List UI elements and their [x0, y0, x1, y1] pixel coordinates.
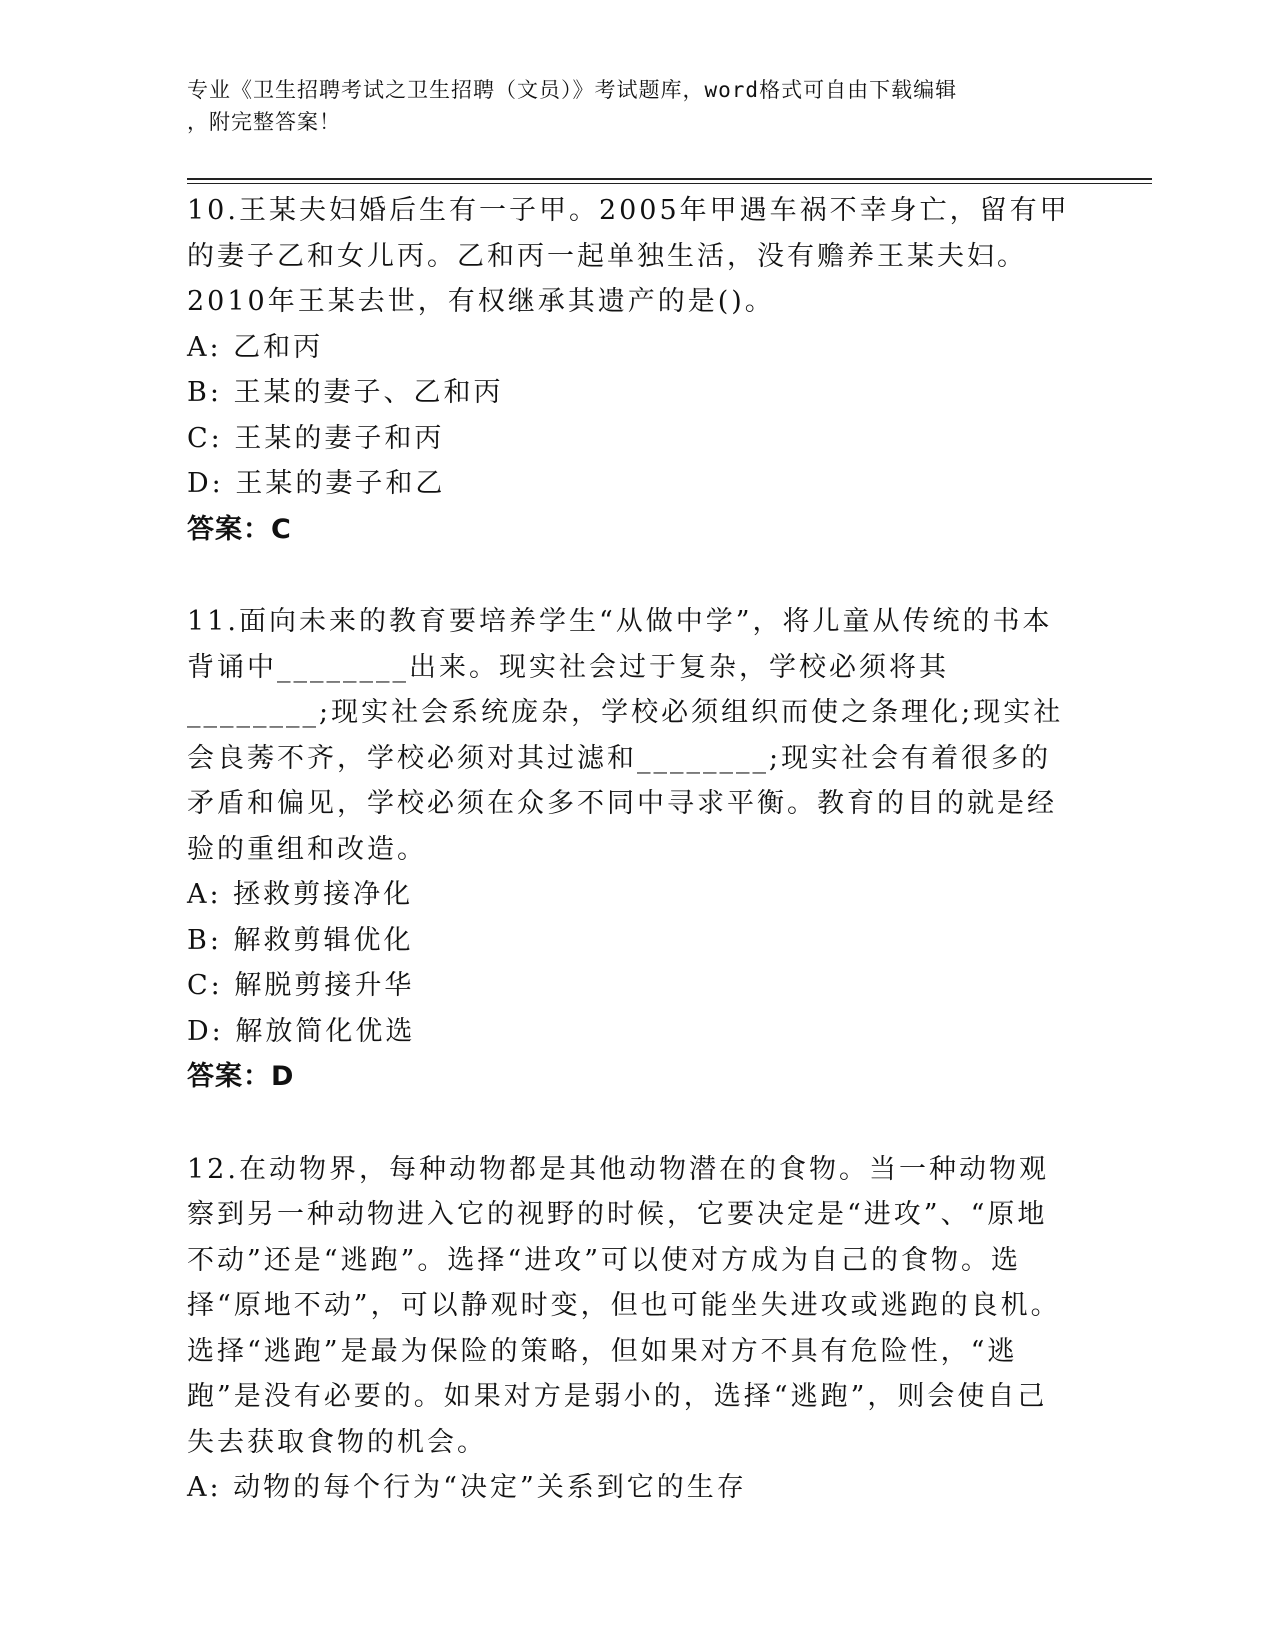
answer-label: 答案：C	[187, 513, 292, 545]
question-10	[187, 188, 1077, 552]
question-text: 10.王某夫妇婚后生有一子甲。2005年甲遇车祸不幸身亡，留有甲的妻子乙和女儿丙。乙和丙一起单独生活，没有赡养王某夫妇。2010年王某去世，有权继承其遗产的是()。	[187, 195, 1070, 317]
option-c: C: 解脱剪接升华	[187, 970, 415, 1001]
question-text: 11.面向未来的教育要培养学生“从做中学”，将儿童从传统的书本背诵中________出来。现实社会过于复杂，学校必须将其________;现实社会系统庞杂，学校必须组织而使之条理化;现实社会良莠不齐，学校必须对其过滤和________;现实社会有着很多的矛盾和偏见，学校必须在众多不同中寻求平衡。教育的目的就是经验的重组和改造。	[187, 606, 1064, 865]
question-11	[187, 599, 1077, 1100]
question-spacer	[187, 1100, 1077, 1147]
question-spacer	[187, 552, 1077, 599]
option-d: D: 解放简化优选	[187, 1015, 416, 1047]
option-c: C: 王某的妻子和丙	[187, 422, 445, 454]
header-line-1: 专业《卫生招聘考试之卫生招聘（文员）》考试题库，word格式可自由下载编辑	[187, 78, 958, 102]
option-b: B: 王某的妻子、乙和丙	[187, 377, 504, 408]
header-line-2: ，附完整答案！	[187, 110, 341, 134]
header-divider-thin	[187, 183, 1152, 184]
question-text: 12.在动物界，每种动物都是其他动物潜在的食物。当一种动物观察到另一种动物进入它的视野的时候，它要决定是“进攻”、“原地不动”还是“逃跑”。选择“进攻”可以使对方成为自己的食物。选择“原地不动”，可以静观时变，但也可能坐失进攻或逃跑的良机。选择“逃跑”是最为保险的策略，但如果对方不具有危险性，“逃跑”是没有必要的。如果对方是弱小的，选择“逃跑”，则会使自己失去获取食物的机会。	[187, 1153, 1061, 1458]
option-d: D: 王某的妻子和乙	[187, 468, 446, 499]
header-divider-thick	[187, 178, 1152, 180]
answer-label: 答案：D	[187, 1061, 295, 1092]
option-a: A: 动物的每个行为“决定”关系到它的生存	[187, 1472, 747, 1503]
question-list	[187, 188, 1077, 1511]
option-b: B: 解救剪辑优化	[187, 924, 414, 956]
option-a: A: 拯救剪接净化	[187, 879, 414, 910]
option-a: A: 乙和丙	[187, 331, 324, 363]
question-12	[187, 1147, 1077, 1511]
document-header	[187, 74, 1087, 138]
